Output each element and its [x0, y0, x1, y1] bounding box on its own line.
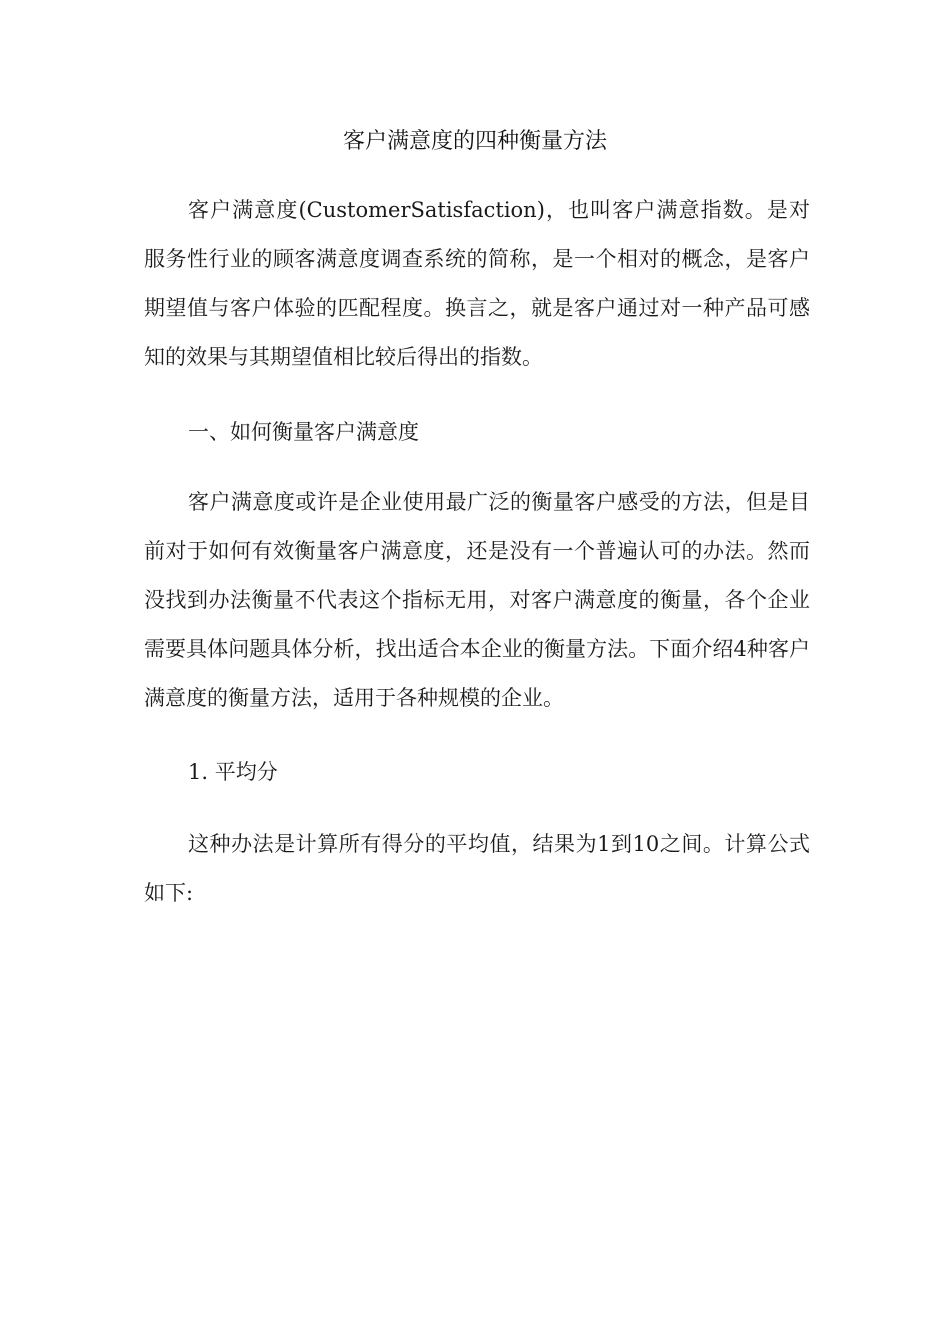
document-title: 客户满意度的四种衡量方法 — [342, 129, 607, 154]
paragraph-average-method: 这种办法是计算所有得分的平均值，结果为1到10之间。计算公式如下: — [144, 832, 810, 905]
subheading-average-score: 1. 平均分 — [188, 760, 278, 784]
section-heading-measure: 一、如何衡量客户满意度 — [188, 420, 419, 444]
paragraph-measurement-intro: 客户满意度或许是企业使用最广泛的衡量客户感受的方法，但是目前对于如何有效衡量客户满意度，还是没有一个普遍认可的办法。然而没找到办法衡量不代表这个指标无用，对客户满意度的衡量，各个企业需要具体问题具体分析，找出适合本企业的衡量方法。下面介绍4种客户满意度的衡量方法，适用于各种规模的企业。 — [144, 490, 810, 710]
paragraph-definition: 客户满意度(CustomerSatisfaction)，也叫客户满意指数。是对服务性行业的顾客满意度调查系统的简称，是一个相对的概念，是客户期望值与客户体验的匹配程度。换言之，就是客户通过对一种产品可感知的效果与其期望值相比较后得出的指数。 — [144, 198, 810, 369]
